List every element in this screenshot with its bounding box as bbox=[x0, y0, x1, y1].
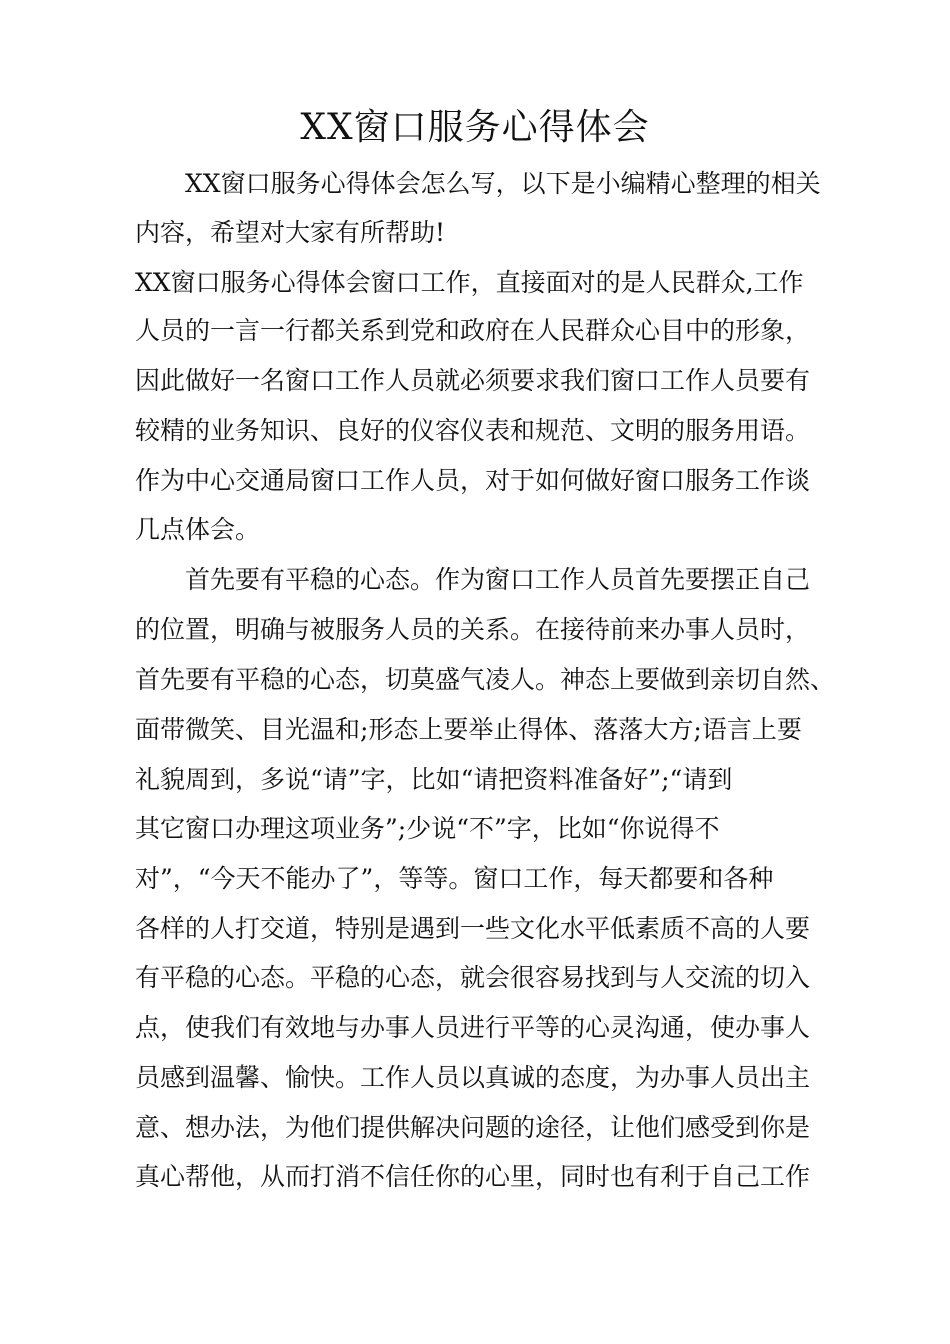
paragraph-line: 人员的一言一行都关系到党和政府在人民群众心目中的形象， bbox=[135, 316, 811, 345]
paragraph-line: 有平稳的心态。平稳的心态，就会很容易找到与人交流的切入 bbox=[135, 963, 811, 992]
paragraph-line: 面带微笑、目光温和;形态上要举止得体、落落大方;语言上要 bbox=[135, 715, 802, 744]
page-title: XX窗口服务心得体会 bbox=[300, 107, 650, 148]
paragraph-line: 真心帮他，从而打消不信任你的心里，同时也有利于自己工作 bbox=[135, 1162, 811, 1191]
paragraph-line: 的位置，明确与被服务人员的关系。在接待前来办事人员时， bbox=[135, 615, 811, 644]
paragraph-line: 因此做好一名窗口工作人员就必须要求我们窗口工作人员要有 bbox=[135, 366, 811, 395]
paragraph-line: 点，使我们有效地与办事人员进行平等的心灵沟通，使办事人 bbox=[135, 1013, 811, 1042]
paragraph-line: 员感到温馨、愉快。工作人员以真诚的态度，为办事人员出主 bbox=[135, 1063, 811, 1092]
paragraph-line: 礼貌周到，多说“请”字，比如“请把资料准备好”;“请到 bbox=[135, 765, 733, 794]
paragraph-line: 较精的业务知识、良好的仪容仪表和规范、文明的服务用语。 bbox=[135, 416, 811, 445]
paragraph-line: XX窗口服务心得体会怎么写，以下是小编精心整理的相关 bbox=[185, 169, 821, 198]
paragraph-line: 几点体会。 bbox=[135, 515, 261, 544]
paragraph-line: 首先要有平稳的心态，切莫盛气凌人。神态上要做到亲切自然、 bbox=[135, 665, 836, 694]
paragraph-line: 其它窗口办理这项业务”;少说“不”字，比如“你说得不 bbox=[135, 814, 720, 843]
paragraph-line: 首先要有平稳的心态。作为窗口工作人员首先要摆正自己 bbox=[185, 565, 811, 594]
paragraph-line: 作为中心交通局窗口工作人员，对于如何做好窗口服务工作谈 bbox=[135, 466, 811, 495]
paragraph-line: 对”，“今天不能办了”，等等。窗口工作，每天都要和各种 bbox=[135, 864, 774, 893]
paragraph-line: 各样的人打交道，特别是遇到一些文化水平低素质不高的人要 bbox=[135, 914, 811, 943]
paragraph-line: 意、想办法，为他们提供解决问题的途径，让他们感受到你是 bbox=[135, 1113, 811, 1142]
paragraph-line: XX窗口服务心得体会窗口工作，直接面对的是人民群众,工作 bbox=[135, 268, 804, 297]
paragraph-line: 内容，希望对大家有所帮助! bbox=[135, 218, 446, 247]
